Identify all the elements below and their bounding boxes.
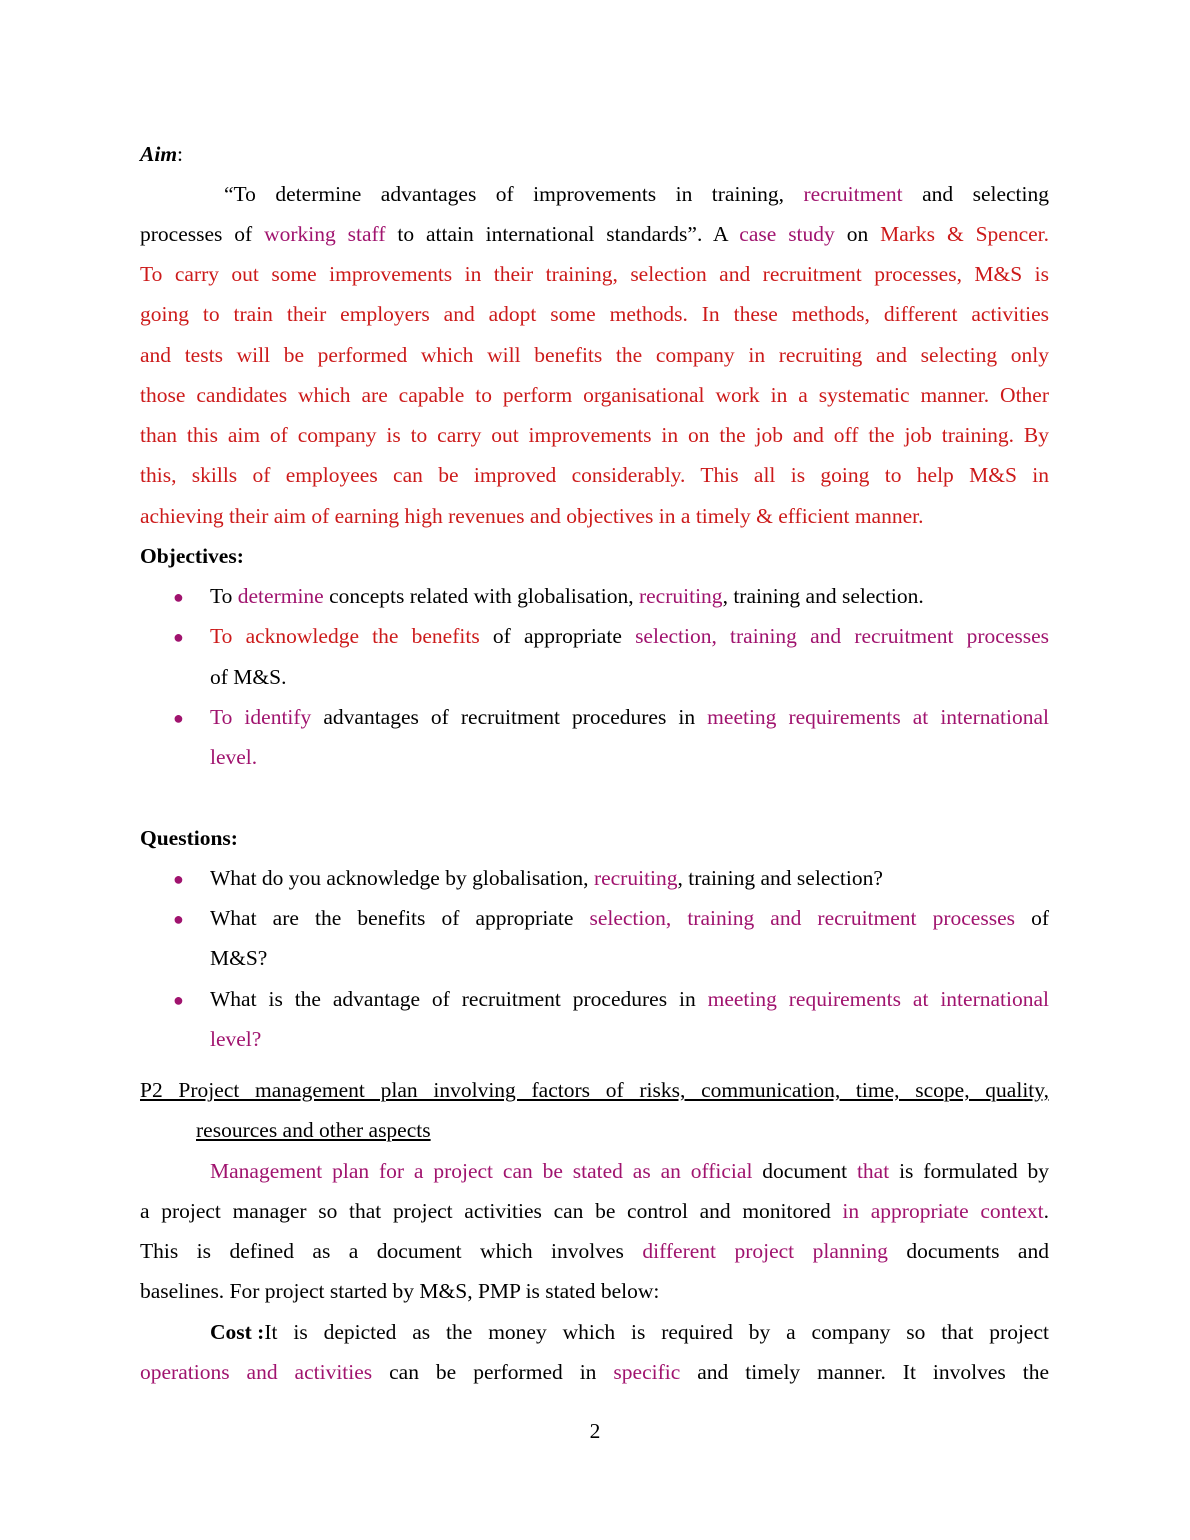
text-segment: “To determine advantages of improvements in training, <box>224 182 804 206</box>
text-segment: in appropriate context <box>842 1199 1044 1223</box>
text-segment: a project manager so that project activities can be control and monitored <box>140 1199 843 1223</box>
objectives-heading: Objectives: <box>140 544 244 568</box>
question-item <box>210 866 1049 890</box>
text-segment: achieving their aim of earning high revenues and objectives in a timely & efficient manner. <box>140 504 924 528</box>
text-segment: This is defined as a document which involves <box>140 1239 643 1263</box>
objective-item <box>210 705 1049 729</box>
text-segment: those candidates which are capable to perform organisational work in a systematic manner. Other <box>140 383 1049 407</box>
text-segment: To identify <box>210 705 312 729</box>
text-segment: to attain international standards”. A <box>385 222 740 246</box>
bullet-icon: ● <box>173 909 184 929</box>
text-segment: meeting requirements at international <box>707 987 1049 1011</box>
cost-label: Cost : <box>210 1320 265 1344</box>
objective-item-continued <box>210 745 1049 769</box>
text-segment: case study <box>739 222 835 246</box>
text-segment: and timely manner. It involves the <box>680 1360 1049 1384</box>
text-segment: specific <box>613 1360 681 1384</box>
aim-line <box>140 504 1049 528</box>
text-segment: selection, training and recruitment processes <box>635 624 1049 648</box>
text-segment: To acknowledge the benefits <box>210 624 480 648</box>
bullet-icon: ● <box>173 990 184 1010</box>
text-segment: operations and activities <box>140 1360 373 1384</box>
p2-paragraph-line <box>140 1159 1049 1183</box>
text-segment: Marks & Spencer. <box>880 222 1050 246</box>
text-segment: of <box>1015 906 1049 930</box>
bullet-icon: ● <box>173 627 184 647</box>
text-segment: than this aim of company is to carry out improvements in on the job and off the job training. By <box>140 423 1049 447</box>
text-segment: is formulated by <box>889 1159 1049 1183</box>
text-segment: To <box>210 584 238 608</box>
cost-paragraph-line <box>140 1360 1049 1384</box>
text-segment: Management plan for a project can be stated as an official <box>210 1159 753 1183</box>
text-segment: level. <box>210 745 258 769</box>
text-segment: document <box>752 1159 857 1183</box>
p2-paragraph-line <box>140 1239 1049 1263</box>
cost-text <box>264 1320 1049 1344</box>
aim-label-line: Aim: <box>140 142 184 166</box>
text-segment: and tests will be performed which will benefits the company in recruiting and selecting only <box>140 343 1049 367</box>
text-segment: and selecting <box>902 182 1049 206</box>
text-segment: documents and <box>887 1239 1049 1263</box>
text-segment: , training and selection? <box>677 866 883 890</box>
text-segment: What are the benefits of appropriate <box>210 906 590 930</box>
text-segment: level? <box>210 1027 262 1051</box>
aim-line <box>140 423 1049 447</box>
questions-heading: Questions: <box>140 826 238 850</box>
page-number: 2 <box>589 1419 601 1443</box>
text-segment: It is depicted as the money which is required by a company so that project <box>264 1320 1049 1344</box>
objective-item <box>210 584 1049 608</box>
text-segment: advantages of recruitment procedures in <box>311 705 708 729</box>
text-segment: processes of <box>140 222 265 246</box>
text-segment: concepts related with globalisation, <box>323 584 639 608</box>
p2-paragraph-line <box>140 1199 1049 1223</box>
bullet-icon: ● <box>173 869 184 889</box>
aim-label: Aim <box>140 142 178 166</box>
aim-line <box>140 222 1049 246</box>
text-segment: different project planning <box>642 1239 888 1263</box>
aim-line <box>140 343 1049 367</box>
question-item-continued <box>210 946 1049 970</box>
aim-line <box>140 463 1049 487</box>
text-segment: baselines. For project started by M&S, PMP is stated below: <box>140 1279 660 1303</box>
aim-line <box>140 262 1049 286</box>
text-segment: going to train their employers and adopt some methods. In these methods, different activities <box>140 302 1049 326</box>
bullet-icon: ● <box>173 587 184 607</box>
bullet-icon: ● <box>173 708 184 728</box>
p2-paragraph-line <box>140 1279 1049 1303</box>
cost-line <box>210 1320 1049 1344</box>
text-segment: selection, training and recruitment processes <box>589 906 1015 930</box>
text-segment: recruiting <box>638 584 723 608</box>
text-segment: To carry out some improvements in their training, selection and recruitment processes, M&S is <box>140 262 1049 286</box>
section-heading-p2-continued: resources and other aspects <box>196 1118 431 1142</box>
text-segment: can be performed in <box>372 1360 614 1384</box>
text-segment: , training and selection. <box>722 584 924 608</box>
objective-item <box>210 624 1049 648</box>
text-segment: determine <box>237 584 324 608</box>
aim-line <box>140 302 1049 326</box>
objective-item-continued <box>210 665 1049 689</box>
text-segment: of M&S. <box>210 665 287 689</box>
question-item-continued <box>210 1027 1049 1051</box>
text-segment: of appropriate <box>479 624 636 648</box>
text-segment: meeting requirements at international <box>707 705 1049 729</box>
section-heading-p2: P2 Project management plan involving factors of risks, communication, time, scope, quality, <box>140 1078 1049 1102</box>
aim-line <box>140 383 1049 407</box>
text-segment: that <box>856 1159 890 1183</box>
text-segment: What is the advantage of recruitment procedures in <box>210 987 708 1011</box>
text-segment: What do you acknowledge by globalisation, <box>210 866 594 890</box>
text-segment: recruiting <box>593 866 678 890</box>
text-segment: . <box>1043 1199 1049 1223</box>
text-segment: recruitment <box>803 182 903 206</box>
question-item <box>210 987 1049 1011</box>
text-segment: this, skills of employees can be improved considerably. This all is going to help M&S in <box>140 463 1049 487</box>
text-segment: M&S? <box>210 946 268 970</box>
question-item <box>210 906 1049 930</box>
text-segment: working staff <box>264 222 386 246</box>
aim-line <box>140 182 1049 206</box>
text-segment: on <box>834 222 881 246</box>
